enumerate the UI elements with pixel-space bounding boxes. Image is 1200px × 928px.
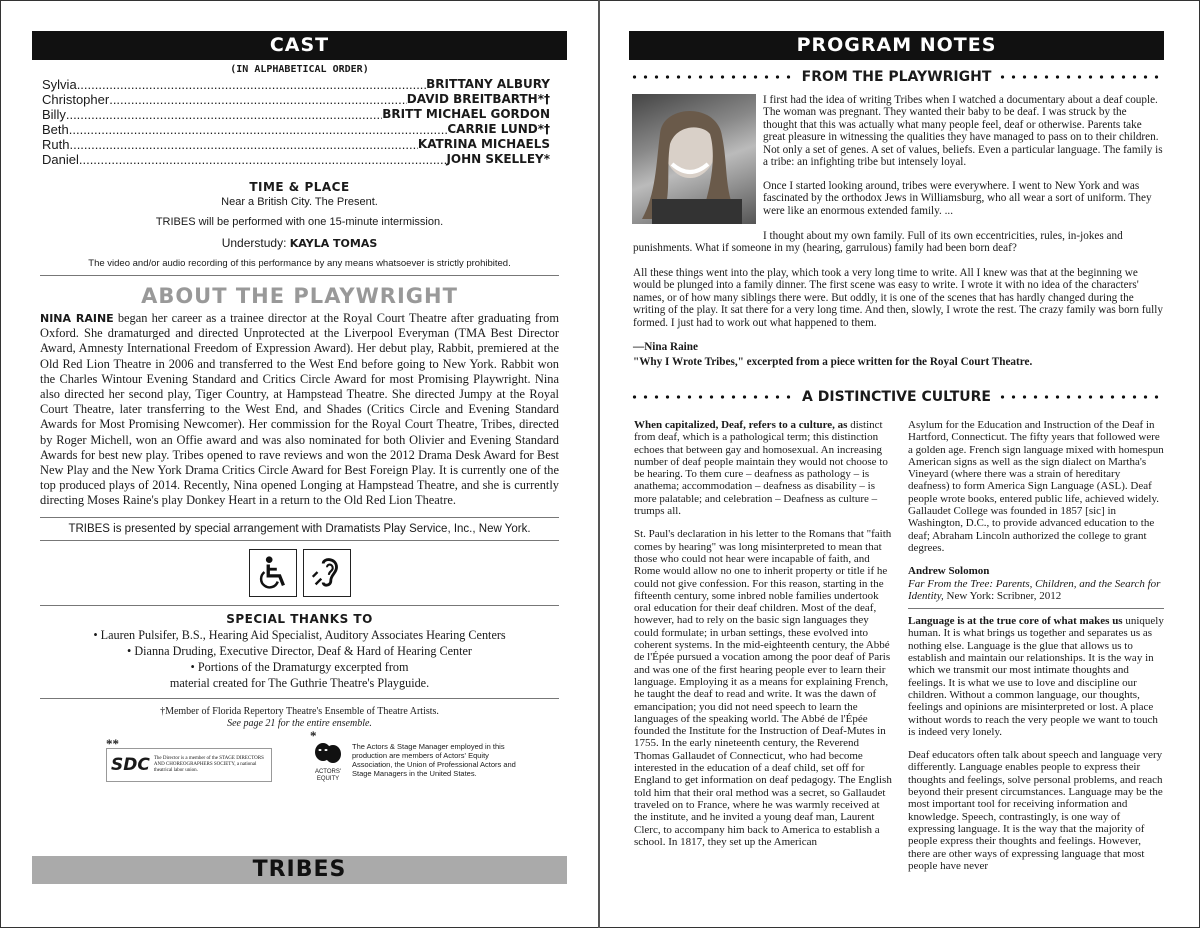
divider-line	[908, 608, 1164, 609]
right-page	[629, 31, 1164, 872]
understudy-line	[32, 236, 567, 250]
alpha-note: (IN ALPHABETICAL ORDER)	[230, 64, 369, 75]
cast-row	[32, 107, 550, 122]
sdc-text: The Director is a member of the STAGE DIRECTORS AND CHOREOGRAPHERS SOCIETY, a national theatrical labor union.	[153, 755, 264, 773]
playwright-p4: All these things went into the play, which took a very long time to write. All I knew was that at the beginning we would be plunged into a family dinner. The first scene was easy to write. I wrote it with no idea of the characters' names, or of how many siblings there were. But oddly, it is one of the scenes that has hardly changed during the writing of the play. It sat there for a very long time. And then, slowly, I wrote the rest. The crazy family was born fully formed. I just had to work out what happened to them.	[633, 267, 1163, 329]
divider-line	[40, 698, 559, 699]
tribes-logo: TRIBES	[32, 856, 567, 884]
cast-actor: BRITTANY ALBURY	[426, 77, 550, 91]
leader-dots	[109, 92, 407, 107]
about-title: ABOUT THE PLAYWRIGHT	[141, 284, 458, 308]
wheelchair-icon	[249, 549, 297, 597]
playwright-photo	[632, 94, 756, 224]
c5-text: Deaf educators often talk about speech and language very differently. Language enables people to express their thoughts and feelings, solve personal problems, and reach beyond their present circumstances. Language may be the most important tool for receiving information and knowledge. Speech, contrastingly, is one way of expressing language. It is the way that the majority of people express their thoughts and feelings. However, there are other ways of expressing language that most people have never	[908, 749, 1163, 872]
bio-lead: NINA RAINE	[40, 312, 114, 325]
member-note: †Member of Florida Repertory Theatre's Ensemble of Theatre Artists.	[160, 705, 439, 717]
publisher: New York: Scribner, 2012	[946, 589, 1062, 602]
equity-text: The Actors & Stage Manager employed in this production are members of Actors' Equity Association, the Union of Professional Actors and Stage Managers in the United States.	[352, 741, 516, 778]
signature: —Nina Raine	[633, 341, 698, 353]
book-title: Far From the Tree: Parents, Children, and the Search for Identity,	[908, 577, 1161, 602]
page-divider	[598, 0, 600, 928]
dotted-rule	[997, 75, 1164, 79]
source-note: "Why I Wrote Tribes," excerpted from a piece written for the Royal Court Theatre.	[633, 356, 1033, 368]
bio-text: began her career as a trainee director at the Royal Court Theatre after graduating from Oxford. She dramaturged and directed Unprotected at the Liverpool Everyman (TMA Best Director Award, Amnesty International Freedom of Expression Award). Her debut play, Rabbit, premiered at the Old Red Lion Theatre in 2006 and transferred to the West End before going to New York. Rabbit won the Charles Wintour Evening Standard and Critics Circle Award for most Promising Playwright. Nina also directed her second play, Tiger Country, at Hampstead Theatre. She directed Jumpy at the Royal Court Theatre, later transferring to the West End, and Shades (Critics Circle and Evening Standard Awards for Most Promising Newcomer). Her commission for the Royal Court Theatre, Tribes, directed by Roger Michell, won an Offie award and was also nominated for both Olivier and Evening Standard Awards for best new play. Tribes opened to rave reviews and won the 2012 Drama Desk Award for Best New Play and the New York Drama Critics Circle Award for Best Foreign Play. It is currently one of the top produced plays of 2014. Recently, Nina opened Longing at Hampstead Theatre, and she is currently directing Moses Raine's play Donkey Heart in a return to the Old Red Lion Theatre.	[40, 311, 559, 508]
c2-text: St. Paul's declaration in his letter to the Romans that "faith comes by hearing" was long misinterpreted to mean that those who could not hear were incapable of faith, and Rome would allow no one to inherit property or title if he could not give confession. For this reason, starting in the fifteenth century, some inbred noble families undertook oral education for their deaf children. Most of the deaf, however, had to rely on the basic sign languages they could formulate; in urban settings, these evolved into coherent systems. In the mid-eighteenth century, the Abbé de l'Épée pursued a vocation among the poor deaf of Paris and was one of the first hearing people ever to learn their language. Employing it as a means for explaining French, he taught the deaf to read and write. It was the dawn of emancipation; you did not need speech to learn the languages of the speaking world. The Abbé de l'Épée founded the Institute for the Instruction of Deaf-Mutes in 1755. In the early nineteenth century, the Reverend Thomas Gallaudet of Connecticut, who had become interested in the education of a deaf child, set off for England to get information on deaf pedagogy. The English told him that their oral method was a secret, so Gallaudet traveled on to France, where he was warmly received at the institute, and he invited a young deaf man, Laurent Clerc, to accompany him back to America to establish a school. In 1817, they set up the American	[634, 528, 892, 848]
playwright-p1: I first had the idea of writing Tribes when I watched a documentary about a deaf couple. The woman was pregnant. They wanted their baby to be deaf. I was struck by the thought that this was actually what many people feel, deaf or otherwise. Parents take great pleasure in witnessing the qualities they have managed to pass on to their children. Not only a set of genes. A set of values, beliefs. Even a particular language. The family is a tribe: an infighting tribe but intensely loyal.	[763, 94, 1163, 169]
arrangement-note: TRIBES is presented by special arrangement with Dramatists Play Service, Inc., New York.	[68, 522, 531, 535]
time-place-text: Near a British City. The Present.	[221, 196, 378, 208]
culture-col-2	[908, 419, 1164, 872]
cast-actor: DAVID BREITBARTH*†	[406, 92, 550, 106]
leader-dots	[66, 107, 382, 122]
divider-line	[40, 540, 559, 541]
cast-row	[32, 92, 550, 107]
c4-text: uniquely human. It is what brings us together and separates us as nothing else. Language is the glue that allows us to establish and maintain our relationships. It is the way in which we transmit our most intimate thoughts and feelings. It is what we use to love and discipline our children. Without a common language, our thoughts, feelings and opinions are misinterpreted or lost. A place without words to reach the very people we want to touch is indeed very lonely.	[908, 615, 1164, 738]
cast-role: Christopher	[42, 92, 110, 107]
divider-line	[40, 605, 559, 606]
thanks-list	[32, 627, 567, 691]
leader-dots	[69, 122, 448, 137]
divider-line	[40, 517, 559, 518]
equity-logo	[309, 742, 347, 783]
thanks-item: • Dianna Druding, Executive Director, Deaf & Hard of Hearing Center	[127, 643, 472, 658]
cast-actor: KATRINA MICHAELS	[417, 137, 550, 151]
cast-row	[32, 137, 550, 152]
playwright-p2: Once I started looking around, tribes were everywhere. I went to New York and was fascinated by the orthodox Jews in Williamsburg, who all wear a sort of uniform. They were like an enormous extended family. ...	[763, 180, 1152, 217]
cast-role: Billy	[42, 107, 66, 122]
thanks-item: • Lauren Pulsifer, B.S., Hearing Aid Specialist, Auditory Associates Hearing Centers	[93, 627, 506, 642]
leader-dots	[69, 137, 417, 152]
cast-row	[32, 77, 550, 92]
dotted-rule	[997, 395, 1164, 399]
cast-title: CAST	[32, 31, 567, 60]
cast-role: Sylvia	[42, 77, 77, 92]
equity-logo-text: ACTORS' EQUITY	[314, 768, 342, 782]
divider-line	[40, 275, 559, 276]
c1-lead: When capitalized, Deaf, refers to a culture, as	[634, 419, 848, 431]
left-page	[32, 31, 567, 882]
playwright-head-text: FROM THE PLAYWRIGHT	[801, 69, 992, 85]
playwright-p3: I thought about my own family. Full of its own eccentricities, rules, in-jokes and punishments. What if someone in my (hearing, garrulous) family had been born deaf?	[633, 230, 1123, 255]
sdc-marks: **	[106, 735, 119, 751]
culture-col-1	[634, 419, 892, 848]
culture-head-text: A DISTINCTIVE CULTURE	[802, 389, 991, 405]
union-logos	[32, 727, 567, 794]
c1-text: distinct from deaf, which is a pathological term; this distinction echoes that between gay and homosexual. An increasing number of deaf people maintain they would not choose to be hearing. To them cure – deafness as pathology – is anathema; accommodation – deafness as disability – is more palatable; and celebration – Deafness as culture – trumps all.	[634, 419, 888, 518]
recording-notice: The video and/or audio recording of this performance by any means whatsoever is strictly prohibited.	[88, 258, 511, 269]
accessibility-icons	[32, 549, 567, 597]
cast-row	[32, 122, 550, 137]
understudy-label: Understudy:	[221, 236, 287, 250]
masks-icon	[313, 742, 343, 764]
playwright-section-head	[629, 69, 1164, 85]
cast-actor: JOHN SKELLEY*	[446, 152, 550, 166]
cast-row	[32, 152, 550, 167]
playwright-bio	[32, 311, 567, 509]
dotted-rule	[629, 395, 796, 399]
thanks-item: material created for The Guthrie Theatre's Playguide.	[169, 675, 430, 690]
dotted-rule	[629, 75, 796, 79]
c3-text: Asylum for the Education and Instruction of the Deaf in Hartford, Connecticut. The fifty years that followed were a golden age. French sign language mixed with homespun American signs as well as the sign dialect on Martha's Vineyard (where there was a strain of hereditary deafness) to form America Sign Language (ASL). Deaf people wrote books, entered public life, achieved widely. Gallaudet College was founded in 1857 [sic] in Washington, D.C., to provide advanced education to the deaf; Abraham Lincoln authorized the college to grant degrees.	[908, 419, 1164, 554]
cast-actor: CARRIE LUND*†	[447, 122, 550, 136]
cast-role: Beth	[42, 122, 69, 137]
intermission-text: TRIBES will be performed with one 15-minute intermission.	[155, 216, 444, 228]
thanks-item: • Portions of the Dramaturgy excerpted from	[190, 659, 409, 674]
leader-dots	[79, 152, 447, 167]
culture-section-head	[629, 389, 1164, 405]
thanks-title: SPECIAL THANKS TO	[226, 611, 373, 626]
book-citation	[908, 578, 1164, 603]
author-name: Andrew Solomon	[908, 565, 990, 578]
see-page-note: See page 21 for the entire ensemble.	[227, 717, 372, 729]
hearing-assist-icon	[303, 549, 351, 597]
program-notes-title: PROGRAM NOTES	[629, 31, 1164, 60]
c4-lead: Language is at the true core of what makes us	[908, 615, 1123, 628]
leader-dots	[77, 77, 426, 92]
cast-role: Ruth	[42, 137, 70, 152]
equity-mark: *	[310, 727, 317, 743]
cast-role: Daniel	[42, 152, 79, 167]
cast-list	[32, 77, 567, 167]
time-place-title: TIME & PLACE	[249, 180, 350, 194]
cast-actor: BRITT MICHAEL GORDON	[382, 107, 550, 121]
sdc-logo-text: SDC	[111, 754, 150, 775]
understudy-name: KAYLA TOMAS	[289, 237, 378, 250]
sdc-logo	[106, 748, 272, 782]
